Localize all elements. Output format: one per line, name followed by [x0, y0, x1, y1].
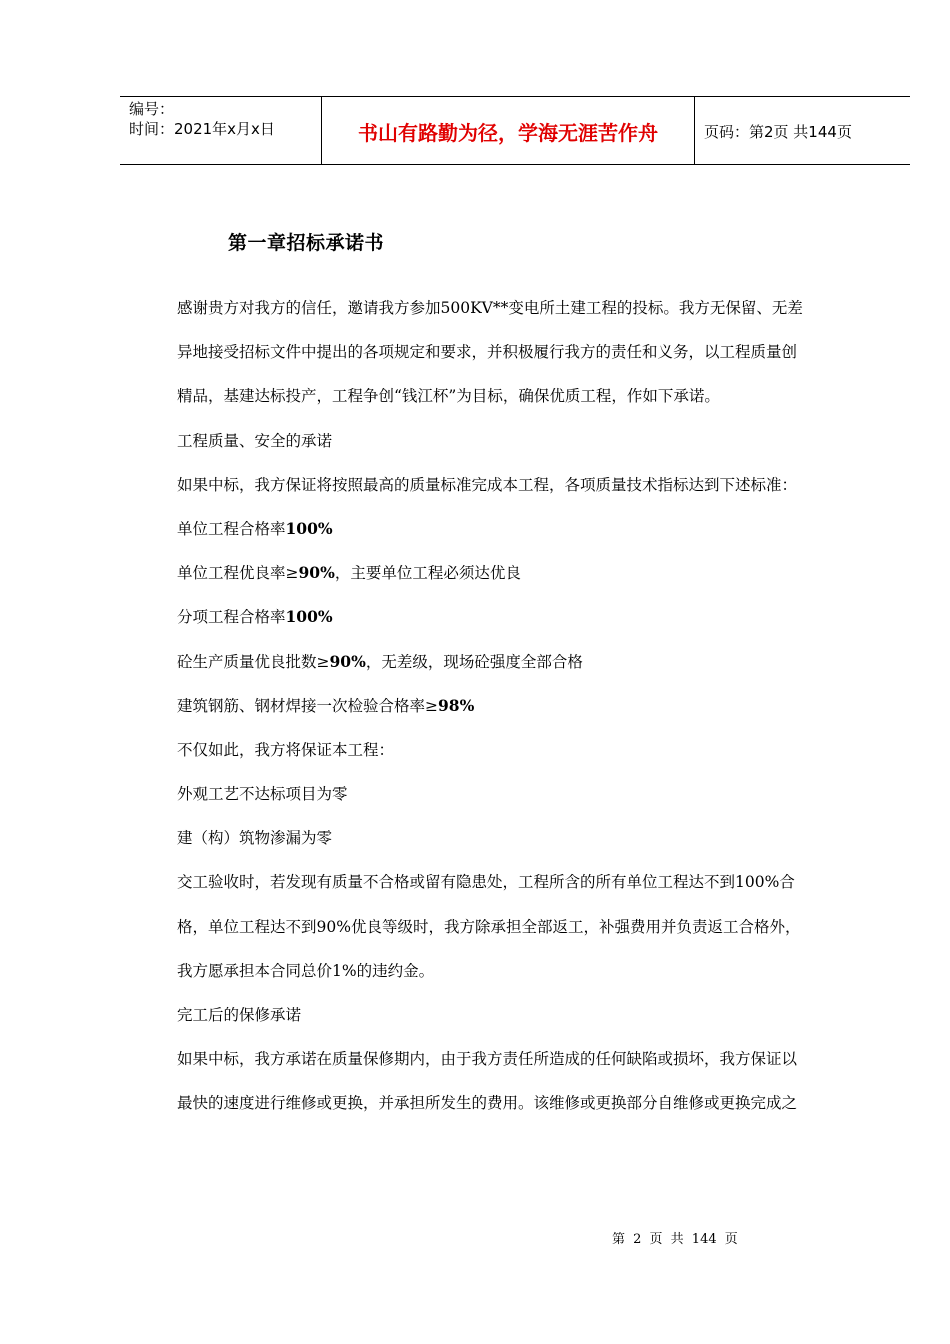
paragraph-line: 精品，基建达标投产，工程争创“钱江杯”为目标，确保优质工程，作如下承诺。: [177, 387, 720, 406]
standard-item: 建筑钢筋、钢材焊接一次检验合格率≥98%: [177, 695, 475, 715]
paragraph-line: 感谢贵方对我方的信任，邀请我方参加500KV**变电所土建工程的投标。我方无保留、无差: [177, 299, 803, 317]
section-heading: 工程质量、安全的承诺: [177, 431, 333, 450]
paragraph-line: 如果中标，我方保证将按照最高的质量标准完成本工程，各项质量技术指标达到下述标准：: [177, 475, 798, 494]
motto: 书山有路勤为径，学海无涯苦作舟: [322, 97, 695, 164]
standard-item: 分项工程合格率100%: [177, 607, 333, 627]
standard-item: 砼生产质量优良批数≥90%，无差级，现场砼强度全部合格: [177, 651, 583, 671]
paragraph-line: 如果中标，我方承诺在质量保修期内，由于我方责任所造成的任何缺陷或损坏，我方保证以: [177, 1050, 798, 1069]
paragraph-line: 异地接受招标文件中提出的各项规定和要求，并积极履行我方的责任和义务，以工程质量创: [177, 343, 798, 362]
paragraph-line: 格，单位工程达不到90%优良等级时，我方除承担全部返工，补强费用并负责返工合格外，: [177, 917, 801, 936]
document-body: [177, 286, 857, 1126]
chapter-title: 第一章招标承诺书: [228, 232, 385, 254]
paragraph-line: 我方愿承担本合同总价1%的违约金。: [177, 961, 435, 980]
code-label: 编号：: [129, 100, 175, 118]
page-footer: 第 2 页 共 144 页: [612, 1232, 738, 1247]
paragraph-line: 不仅如此，我方将保证本工程：: [177, 740, 395, 759]
section-heading: 完工后的保修承诺: [177, 1006, 302, 1024]
paragraph-line: 建（构）筑物渗漏为零: [177, 829, 333, 848]
time-label: 时间：2021年x月x日: [129, 120, 275, 138]
paragraph-line: 外观工艺不达标项目为零: [177, 785, 348, 804]
paragraph-line: 最快的速度进行维修或更换，并承担所发生的费用。该维修或更换部分自维修或更换完成之: [177, 1094, 798, 1113]
header-table: [120, 96, 910, 165]
page-info: 页码：第2页 共144页: [704, 123, 852, 141]
standard-item: 单位工程合格率100%: [177, 518, 333, 538]
paragraph-line: 交工验收时，若发现有质量不合格或留有隐患处，工程所含的所有单位工程达不到100%合: [177, 873, 795, 892]
standard-item: 单位工程优良率≥90%，主要单位工程必须达优良: [177, 563, 521, 583]
header-meta-cell: [120, 97, 322, 164]
